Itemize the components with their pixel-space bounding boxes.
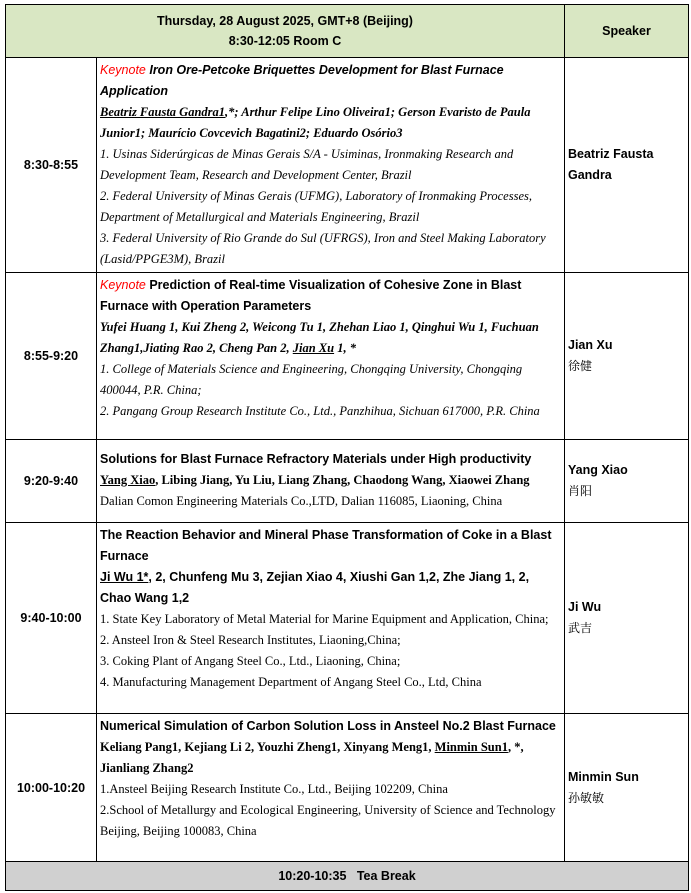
talk-time: 10:00-10:20 xyxy=(6,714,97,862)
presenter-name: Beatriz Fausta Gandra1 xyxy=(100,105,226,119)
presenter-name: Ji Wu 1* xyxy=(100,570,149,584)
affiliation: 4. Manufacturing Management Department of Angang Steel Co., Ltd, China xyxy=(100,675,482,689)
affiliation: 2. Pangang Group Research Institute Co., Ltd., Panzhihua, Sichuan 617000, P.R. China xyxy=(100,404,540,418)
schedule-table xyxy=(5,4,689,891)
talk-row xyxy=(6,440,689,523)
session-time-room: 8:30-12:05 Room C xyxy=(228,34,342,48)
talk-time: 9:20-9:40 xyxy=(6,440,97,523)
talk-authors: Keliang Pang1, Kejiang Li 2, Youzhi Zheng1, Xinyang Meng1, Minmin Sun1, *, Jianliang Zhang2 xyxy=(100,740,524,775)
affiliation: 3. Federal University of Rio Grande do Sul (UFRGS), Iron and Steel Making Laboratory (Lasid/PPGE3M), Brazil xyxy=(100,231,546,266)
speaker-name-chinese: 徐健 xyxy=(568,359,593,373)
talk-authors: Beatriz Fausta Gandra1,*; Arthur Felipe Lino Oliveira1; Gerson Evaristo de Paula Junior1; Maurício Covcevich Bagatini2; Eduardo Osório3 xyxy=(100,105,531,140)
speaker-name-chinese: 孙敏敏 xyxy=(568,790,605,805)
session-date: Thursday, 28 August 2025, GMT+8 (Beijing) xyxy=(157,14,413,28)
talk-row xyxy=(6,714,689,862)
talk-title: Numerical Simulation of Carbon Solution Loss in Ansteel No.2 Blast Furnace xyxy=(100,719,556,733)
talk-authors: Ji Wu 1*, 2, Chunfeng Mu 3, Zejian Xiao 4, Xiushi Gan 1,2, Zhe Jiang 1, 2, Chao Wang 1,2 xyxy=(100,570,530,605)
speaker-name: Yang Xiao xyxy=(568,463,628,477)
schedule-header-row xyxy=(6,5,689,58)
keynote-label: Keynote xyxy=(100,278,146,292)
talk-title: Keynote Iron Ore-Petcoke Briquettes Development for Blast Furnace Application xyxy=(100,63,504,98)
talk-row xyxy=(6,523,689,714)
affiliation: 2.School of Metallurgy and Ecological Engineering, University of Science and Technology Beijing, Beijing 100083, China xyxy=(100,803,556,838)
talk-title: The Reaction Behavior and Mineral Phase Transformation of Coke in a Blast Furnace xyxy=(100,528,552,563)
talk-authors: Yufei Huang 1, Kui Zheng 2, Weicong Tu 1, Zhehan Liao 1, Qinghui Wu 1, Fuchuan Zhang1,Jiating Rao 2, Cheng Pan 2, Jian Xu 1, * xyxy=(100,320,539,355)
talk-time: 8:55-9:20 xyxy=(6,273,97,440)
talk-authors: Yang Xiao, Libing Jiang, Yu Liu, Liang Zhang, Chaodong Wang, Xiaowei Zhang xyxy=(100,473,530,487)
affiliation: Dalian Comon Engineering Materials Co.,LTD, Dalian 116085, Liaoning, China xyxy=(100,494,503,508)
speaker-cell xyxy=(565,273,689,440)
speaker-name: Minmin Sun xyxy=(568,769,639,784)
talk-details xyxy=(97,58,565,273)
talk-title: Keynote Prediction of Real-time Visualization of Cohesive Zone in Blast Furnace with Operation Parameters xyxy=(100,278,522,313)
speaker-name: Jian Xu xyxy=(568,338,613,352)
talk-details xyxy=(97,273,565,440)
affiliation: 1. State Key Laboratory of Metal Material for Marine Equipment and Application, China; xyxy=(100,612,549,626)
speaker-cell xyxy=(565,523,689,714)
talk-details xyxy=(97,440,565,523)
talk-row xyxy=(6,273,689,440)
presenter-name: Minmin Sun1 xyxy=(434,740,508,754)
tea-break-label: 10:20-10:35 Tea Break xyxy=(6,862,689,891)
affiliation: 2. Ansteel Iron & Steel Research Institutes, Liaoning,China; xyxy=(100,633,401,647)
speaker-name: Beatriz Fausta Gandra xyxy=(568,147,654,182)
speaker-cell xyxy=(565,440,689,523)
affiliation: 1. Usinas Siderúrgicas de Minas Gerais S/A - Usiminas, Ironmaking Research and Development Team, Research and Development Center, Brazil xyxy=(100,147,514,182)
affiliation: 1.Ansteel Beijing Research Institute Co., Ltd., Beijing 102209, China xyxy=(100,782,448,796)
talk-details xyxy=(97,714,565,862)
speaker-name: Ji Wu xyxy=(568,600,602,614)
affiliation: 3. Coking Plant of Angang Steel Co., Ltd., Liaoning, China; xyxy=(100,654,401,668)
speaker-cell xyxy=(565,714,689,862)
talk-time: 8:30-8:55 xyxy=(6,58,97,273)
speaker-name-chinese: 肖阳 xyxy=(568,484,593,498)
presenter-name: Jian Xu xyxy=(292,341,335,355)
speaker-cell xyxy=(565,58,689,273)
presenter-name: Yang Xiao xyxy=(100,473,156,487)
tea-break-row xyxy=(6,862,689,891)
talk-details xyxy=(97,523,565,714)
session-info-cell xyxy=(6,5,565,58)
talk-title: Solutions for Blast Furnace Refractory Materials under High productivity xyxy=(100,452,532,466)
affiliation: 2. Federal University of Minas Gerais (UFMG), Laboratory of Ironmaking Processes, Department of Metallurgical and Materials Engineering, Brazil xyxy=(100,189,533,224)
keynote-label: Keynote xyxy=(100,63,146,77)
speaker-column-header: Speaker xyxy=(565,5,689,58)
talk-row xyxy=(6,58,689,273)
affiliation: 1. College of Materials Science and Engineering, Chongqing University, Chongqing 400044, P.R. China; xyxy=(100,362,523,397)
talk-time: 9:40-10:00 xyxy=(6,523,97,714)
speaker-name-chinese: 武吉 xyxy=(568,621,593,635)
